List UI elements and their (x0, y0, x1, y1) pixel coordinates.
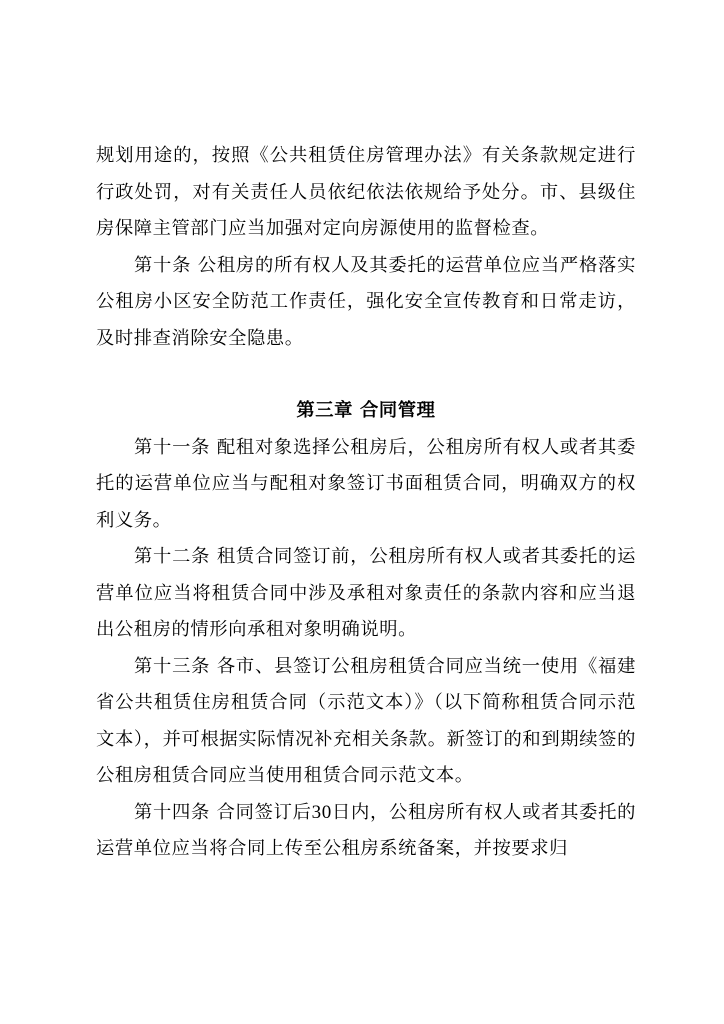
paragraph-continuation: 规划用途的，按照《公共租赁住房管理办法》有关条款规定进行行政处罚，对有关责任人员依纪依法依规给予处分。市、县级住房保障主管部门应当加强对定向房源使用的监督检查。 (96, 145, 636, 239)
article-14-suffix: 日内，公租房所有权人或者其委托的运营单位应当将合同上传至公租房系统备案，并按要求归 (96, 801, 637, 859)
paragraph-article-12: 第十二条 租赁合同签订前，公租房所有权人或者其委托的运营单位应当将租赁合同中涉及承租对象责任的条款内容和应当退出公租房的情形向承租对象明确说明。 (96, 546, 636, 640)
document-page (96, 138, 636, 868)
chapter-title: 第三章 合同管理 (296, 400, 436, 421)
paragraph-article-14 (96, 795, 636, 868)
article-14-days-number: 30 (311, 801, 332, 823)
article-14-prefix: 第十四条 合同签订后 (134, 801, 312, 823)
paragraph-article-13: 第十三条 各市、县签订公租房租赁合同应当统一使用《福建省公共租赁住房租赁合同（示范文本）》（以下简称租赁合同示范文本），并可根据实际情况补充相关条款。新签订的和到期续签的公租房租赁合同应当使用租赁合同示范文本。 (96, 655, 636, 786)
paragraph-article-10: 第十条 公租房的所有权人及其委托的运营单位应当严格落实公租房小区安全防范工作责任，强化安全宣传教育和日常走访，及时排查消除安全隐患。 (96, 254, 636, 349)
paragraph-article-11: 第十一条 配租对象选择公租房后，公租房所有权人或者其委托的运营单位应当与配租对象签订书面租赁合同，明确双方的权利义务。 (96, 436, 636, 531)
